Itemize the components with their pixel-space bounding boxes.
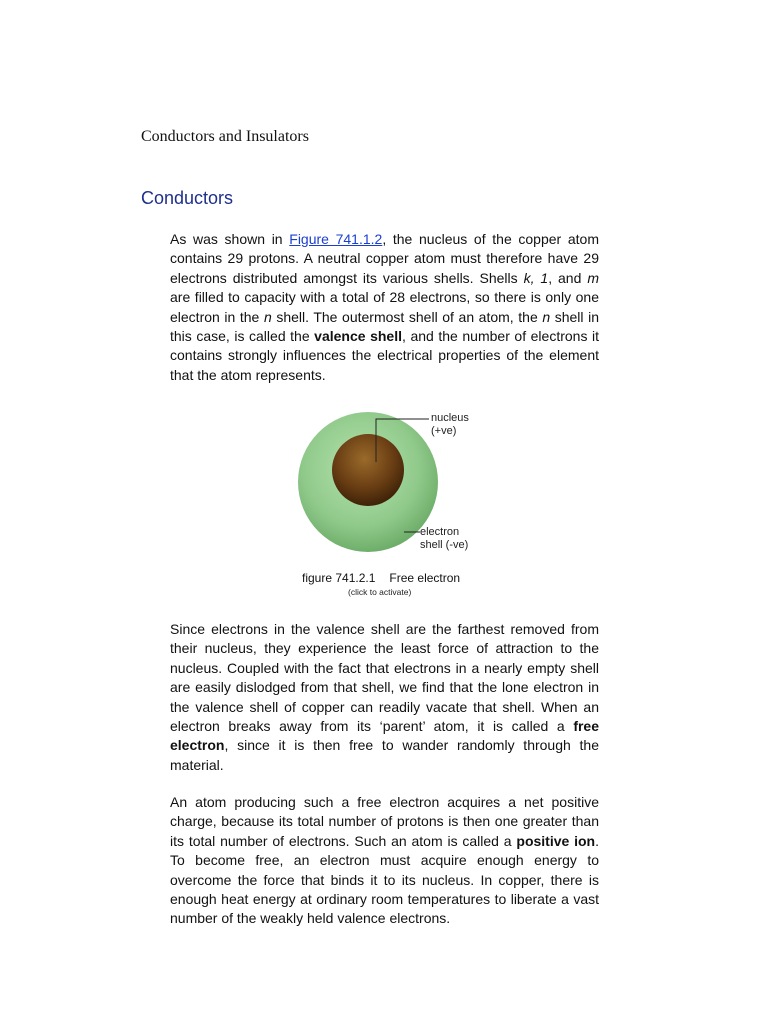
term-positive-ion: positive ion (516, 832, 596, 849)
nucleus-label: nucleus (+ve) (431, 412, 469, 437)
term-free-electron: free electron (170, 718, 599, 754)
click-to-activate-note[interactable]: (click to activate) (348, 587, 412, 597)
caption-text: Free electron (389, 571, 461, 585)
figure-link[interactable]: Figure 741.1.2 (289, 231, 383, 247)
paragraph-positive-ion: An atom producing such a free electron acquires a net positive charge, because its total number of protons is then one greater than its total number of electrons. Such an atom is called a positive ion. To become free, an electron must acquire enough energy to overcome the force that binds it to its nucleus. In copper, there is enough heat energy at ordinary room temperatures to liberate a vast number of the weakly held valence electrons. (170, 794, 599, 927)
nucleus-circle (332, 434, 404, 506)
paragraph-valence-shell: As was shown in Figure 741.1.2, the nucleus of the copper atom contains 29 protons. A neutral copper atom must therefore have 29 electrons distributed amongst its various shells. Shells k, 1, and m are filled to capacity with a total of 28 electrons, so there is only one electron in the n shell. The outermost shell of an atom, the n shell in this case, is called the valence shell, and the number of electrons it contains strongly influences the electrical properties of the element that the atom represents. (170, 231, 600, 383)
electron-shell-label: electron shell (-ve) (420, 526, 469, 551)
free-electron-figure[interactable] (290, 400, 490, 560)
figure-caption (302, 571, 460, 585)
caption-number: figure 741.2.1 (302, 571, 376, 585)
section-heading-conductors: Conductors (141, 188, 234, 208)
term-valence-shell: valence shell (314, 328, 403, 345)
paragraph-free-electron: Since electrons in the valence shell are the farthest removed from their nucleus, they experience the least force of attraction to the nucleus. Coupled with the fact that electrons in a nearly empty shell are easily dislodged from that shell, we find that the lone electron in the valence shell of copper can readily vacate that shell. When an electron breaks away from its ‘parent’ atom, it is called a free electron, since it is then free to wander randomly through the material. (170, 621, 599, 773)
document-title: Conductors and Insulators (141, 128, 309, 145)
